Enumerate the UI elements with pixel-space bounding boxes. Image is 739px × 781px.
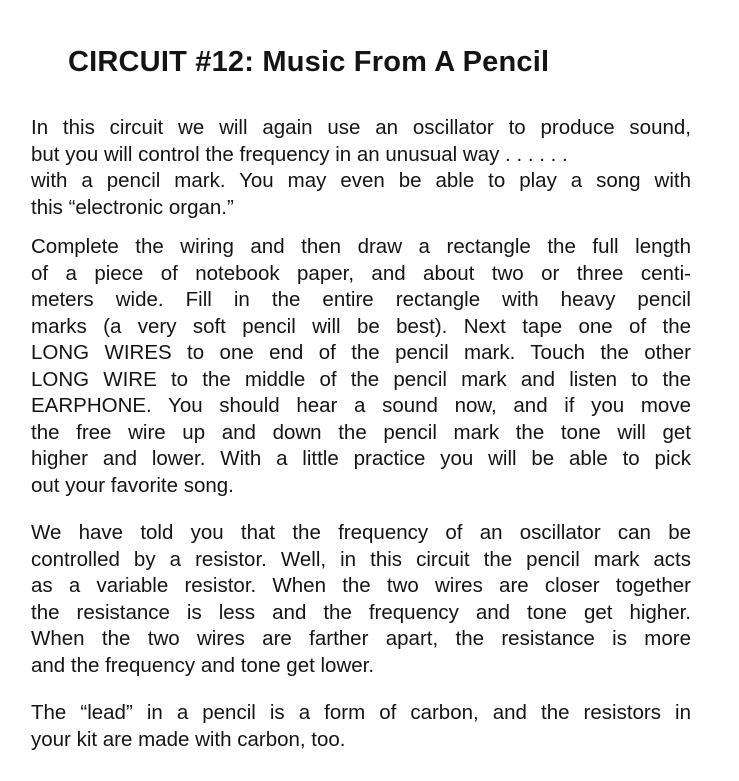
paragraph-line: We have told you that the frequency of an oscillator can be <box>31 521 691 544</box>
paragraph-line: but you will control the frequency in an unusual way . . . . . . <box>31 142 568 166</box>
paragraph-line: meters wide. Fill in the entire rectangle with heavy pencil <box>31 288 691 311</box>
paragraph-line: When the two wires are farther apart, the resistance is more <box>31 627 691 650</box>
paragraph-line: higher and lower. With a little practice you will be able to pick <box>31 447 691 470</box>
paragraph-line: controlled by a resistor. Well, in this circuit the pencil mark acts <box>31 547 691 571</box>
paragraph-line: as a variable resistor. When the two wires are closer together <box>31 574 691 597</box>
paragraph-line: with a pencil mark. You may even be able to play a song with <box>31 169 691 192</box>
paragraph-line: the resistance is less and the frequency and tone get higher. <box>31 600 691 624</box>
paragraph-line: this “electronic organ.” <box>31 195 234 219</box>
paragraph-carbon <box>31 700 691 753</box>
paragraph-line: In this circuit we will again use an oscillator to produce sound, <box>31 116 691 139</box>
paragraph-line: EARPHONE. You should hear a sound now, and if you move <box>31 394 691 417</box>
paragraph-line: LONG WIRE to the middle of the pencil mark and listen to the <box>31 367 691 391</box>
paragraph-instructions <box>31 234 691 499</box>
paragraph-line: LONG WIRES to one end of the pencil mark. Touch the other <box>31 341 691 364</box>
paragraph-line: The “lead” in a pencil is a form of carbon, and the resistors in <box>31 701 691 724</box>
paragraph-line: of a piece of notebook paper, and about two or three centi- <box>31 261 691 285</box>
paragraph-line: your kit are made with carbon, too. <box>31 727 346 751</box>
paragraph-line: and the frequency and tone get lower. <box>31 653 375 677</box>
paragraph-line: Complete the wiring and then draw a rectangle the full length <box>31 235 691 258</box>
page-title: CIRCUIT #12: Music From A Pencil <box>68 46 550 78</box>
paragraph-intro <box>31 115 691 221</box>
paragraph-line: marks (a very soft pencil will be best). Next tape one of the <box>31 314 691 338</box>
paragraph-explanation <box>31 520 691 679</box>
paragraph-line: the free wire up and down the pencil mark the tone will get <box>31 420 691 444</box>
paragraph-line: out your favorite song. <box>31 473 234 497</box>
